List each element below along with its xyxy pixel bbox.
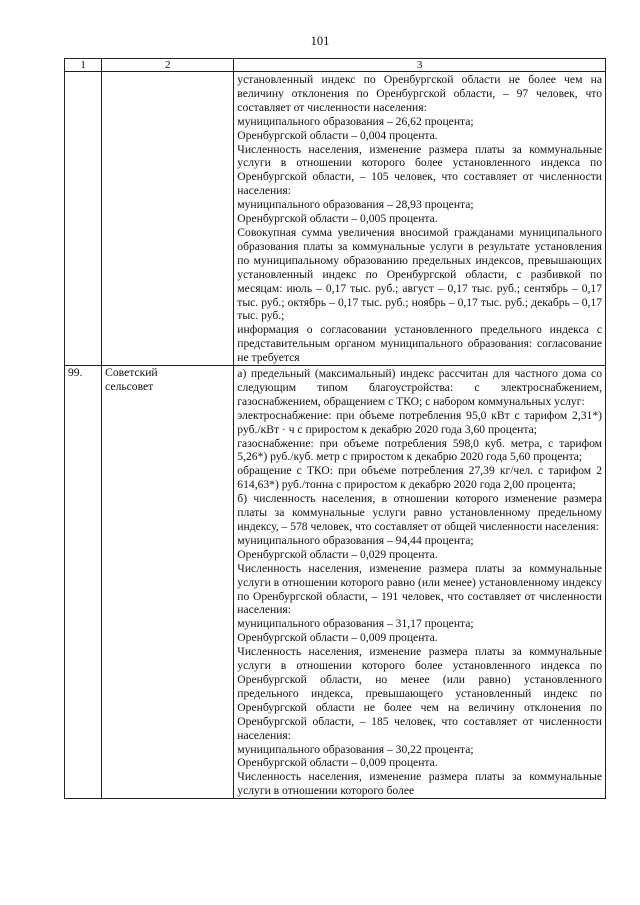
table-body xyxy=(65,59,606,799)
municipality-name-line: сельсовет xyxy=(105,379,154,393)
document-table xyxy=(64,58,606,799)
municipality-name-line: Советский xyxy=(105,366,158,380)
municipality-name-cell xyxy=(102,72,234,366)
paragraph: муниципального образования – 94,44 процента; xyxy=(237,533,474,547)
paragraph: б) численность населения, в отношении которого изменение размера платы за коммунальные услуги равно установленному предельному индексу, – 578 человек, что составляет от общей численности населения: xyxy=(237,492,602,533)
row-number-cell xyxy=(65,366,102,799)
description-cell xyxy=(234,366,606,799)
header-cell-1: 1 xyxy=(65,59,102,72)
paragraph: газоснабжение: при объеме потребления 598,0 куб. метра, с тарифом 5,26*) руб./куб. метр с приростом к декабрю 2020 года 5,60 процента; xyxy=(237,436,602,464)
paragraph: электроснабжение: при объеме потребления 95,0 кВт с тарифом 2,31*) руб./кВт · ч с приростом к декабрю 2020 года 3,60 процента; xyxy=(237,408,602,436)
paragraph: муниципального образования – 26,62 процента; xyxy=(237,114,474,128)
paragraph: обращение с ТКО: при объеме потребления 27,39 кг/чел. с тарифом 2 614,63*) руб./тонна с приростом к декабрю 2020 года 2,00 процента; xyxy=(237,464,602,492)
paragraph: установленный индекс по Оренбургской области не более чем на величину отклонения по Оренбургской области, – 97 человек, что составляет от численности населения: xyxy=(237,73,602,114)
paragraph: Оренбургской области – 0,004 процента. xyxy=(237,128,438,142)
table-row xyxy=(65,366,606,799)
paragraph: Численность населения, изменение размера платы за коммунальные услуги в отношении которого более установленного индекса по Оренбургской области, – 105 человек, что составляет от численности населения: xyxy=(237,142,602,198)
description-cell xyxy=(234,72,606,366)
paragraph: Оренбургской области – 0,029 процента. xyxy=(237,547,438,561)
paragraph: Оренбургской области – 0,009 процента. xyxy=(237,756,438,770)
paragraph: а) предельный (максимальный) индекс рассчитан для частного дома со следующим типом благоустройства: с электроснабжением, газоснабжением, обращением с ТКО; с набором коммунальных услуг: xyxy=(237,367,602,408)
paragraph: Оренбургской области – 0,009 процента. xyxy=(237,631,438,645)
row-number: 99. xyxy=(68,366,83,380)
paragraph: муниципального образования – 30,22 процента; xyxy=(237,742,474,756)
table-row xyxy=(65,72,606,366)
paragraph: Совокупная сумма увеличения вносимой гражданами муниципального образования платы за коммунальные услуги в результате установления по муниципальному образованию предельных индексов, превышающих установленный индекс по Оренбургской области, с разбивкой по месяцам: июль – 0,17 тыс. руб.; август – 0,17 тыс. руб.; сентябрь – 0,17 тыс. руб.; октябрь – 0,17 тыс. руб.; ноябрь – 0,17 тыс. руб.; декабрь – 0,17 тыс. руб.; xyxy=(237,225,602,323)
header-cell-3: 3 xyxy=(234,59,606,72)
paragraph: информация о согласовании установленного предельного индекса с представительным органом муниципального образования: согласование не требуется xyxy=(237,323,602,365)
paragraph: муниципального образования – 28,93 процента; xyxy=(237,198,474,212)
paragraph: Численность населения, изменение размера платы за коммунальные услуги в отношении которого более xyxy=(237,770,602,798)
paragraph: Численность населения, изменение размера платы за коммунальные услуги в отношении которого более установленного индекса по Оренбургской области, но менее (или равно) установленного предельного индекса, превышающего установленный индекс по Оренбургской области не более чем на величину отклонения по Оренбургской области, – 185 человек, что составляет от численности населения: xyxy=(237,645,602,742)
paragraph: Оренбургской области – 0,005 процента. xyxy=(237,212,438,226)
page-number: 101 xyxy=(310,34,330,48)
table-header-row xyxy=(65,59,606,72)
paragraph: муниципального образования – 31,17 процента; xyxy=(237,617,474,631)
paragraph: Численность населения, изменение размера платы за коммунальные услуги в отношении которого равно (или менее) установленному индексу по Оренбургской области, – 191 человек, что составляет от численности населения: xyxy=(237,561,602,617)
municipality-name-cell xyxy=(102,366,234,799)
row-number-cell xyxy=(65,72,102,366)
header-cell-2: 2 xyxy=(102,59,234,72)
